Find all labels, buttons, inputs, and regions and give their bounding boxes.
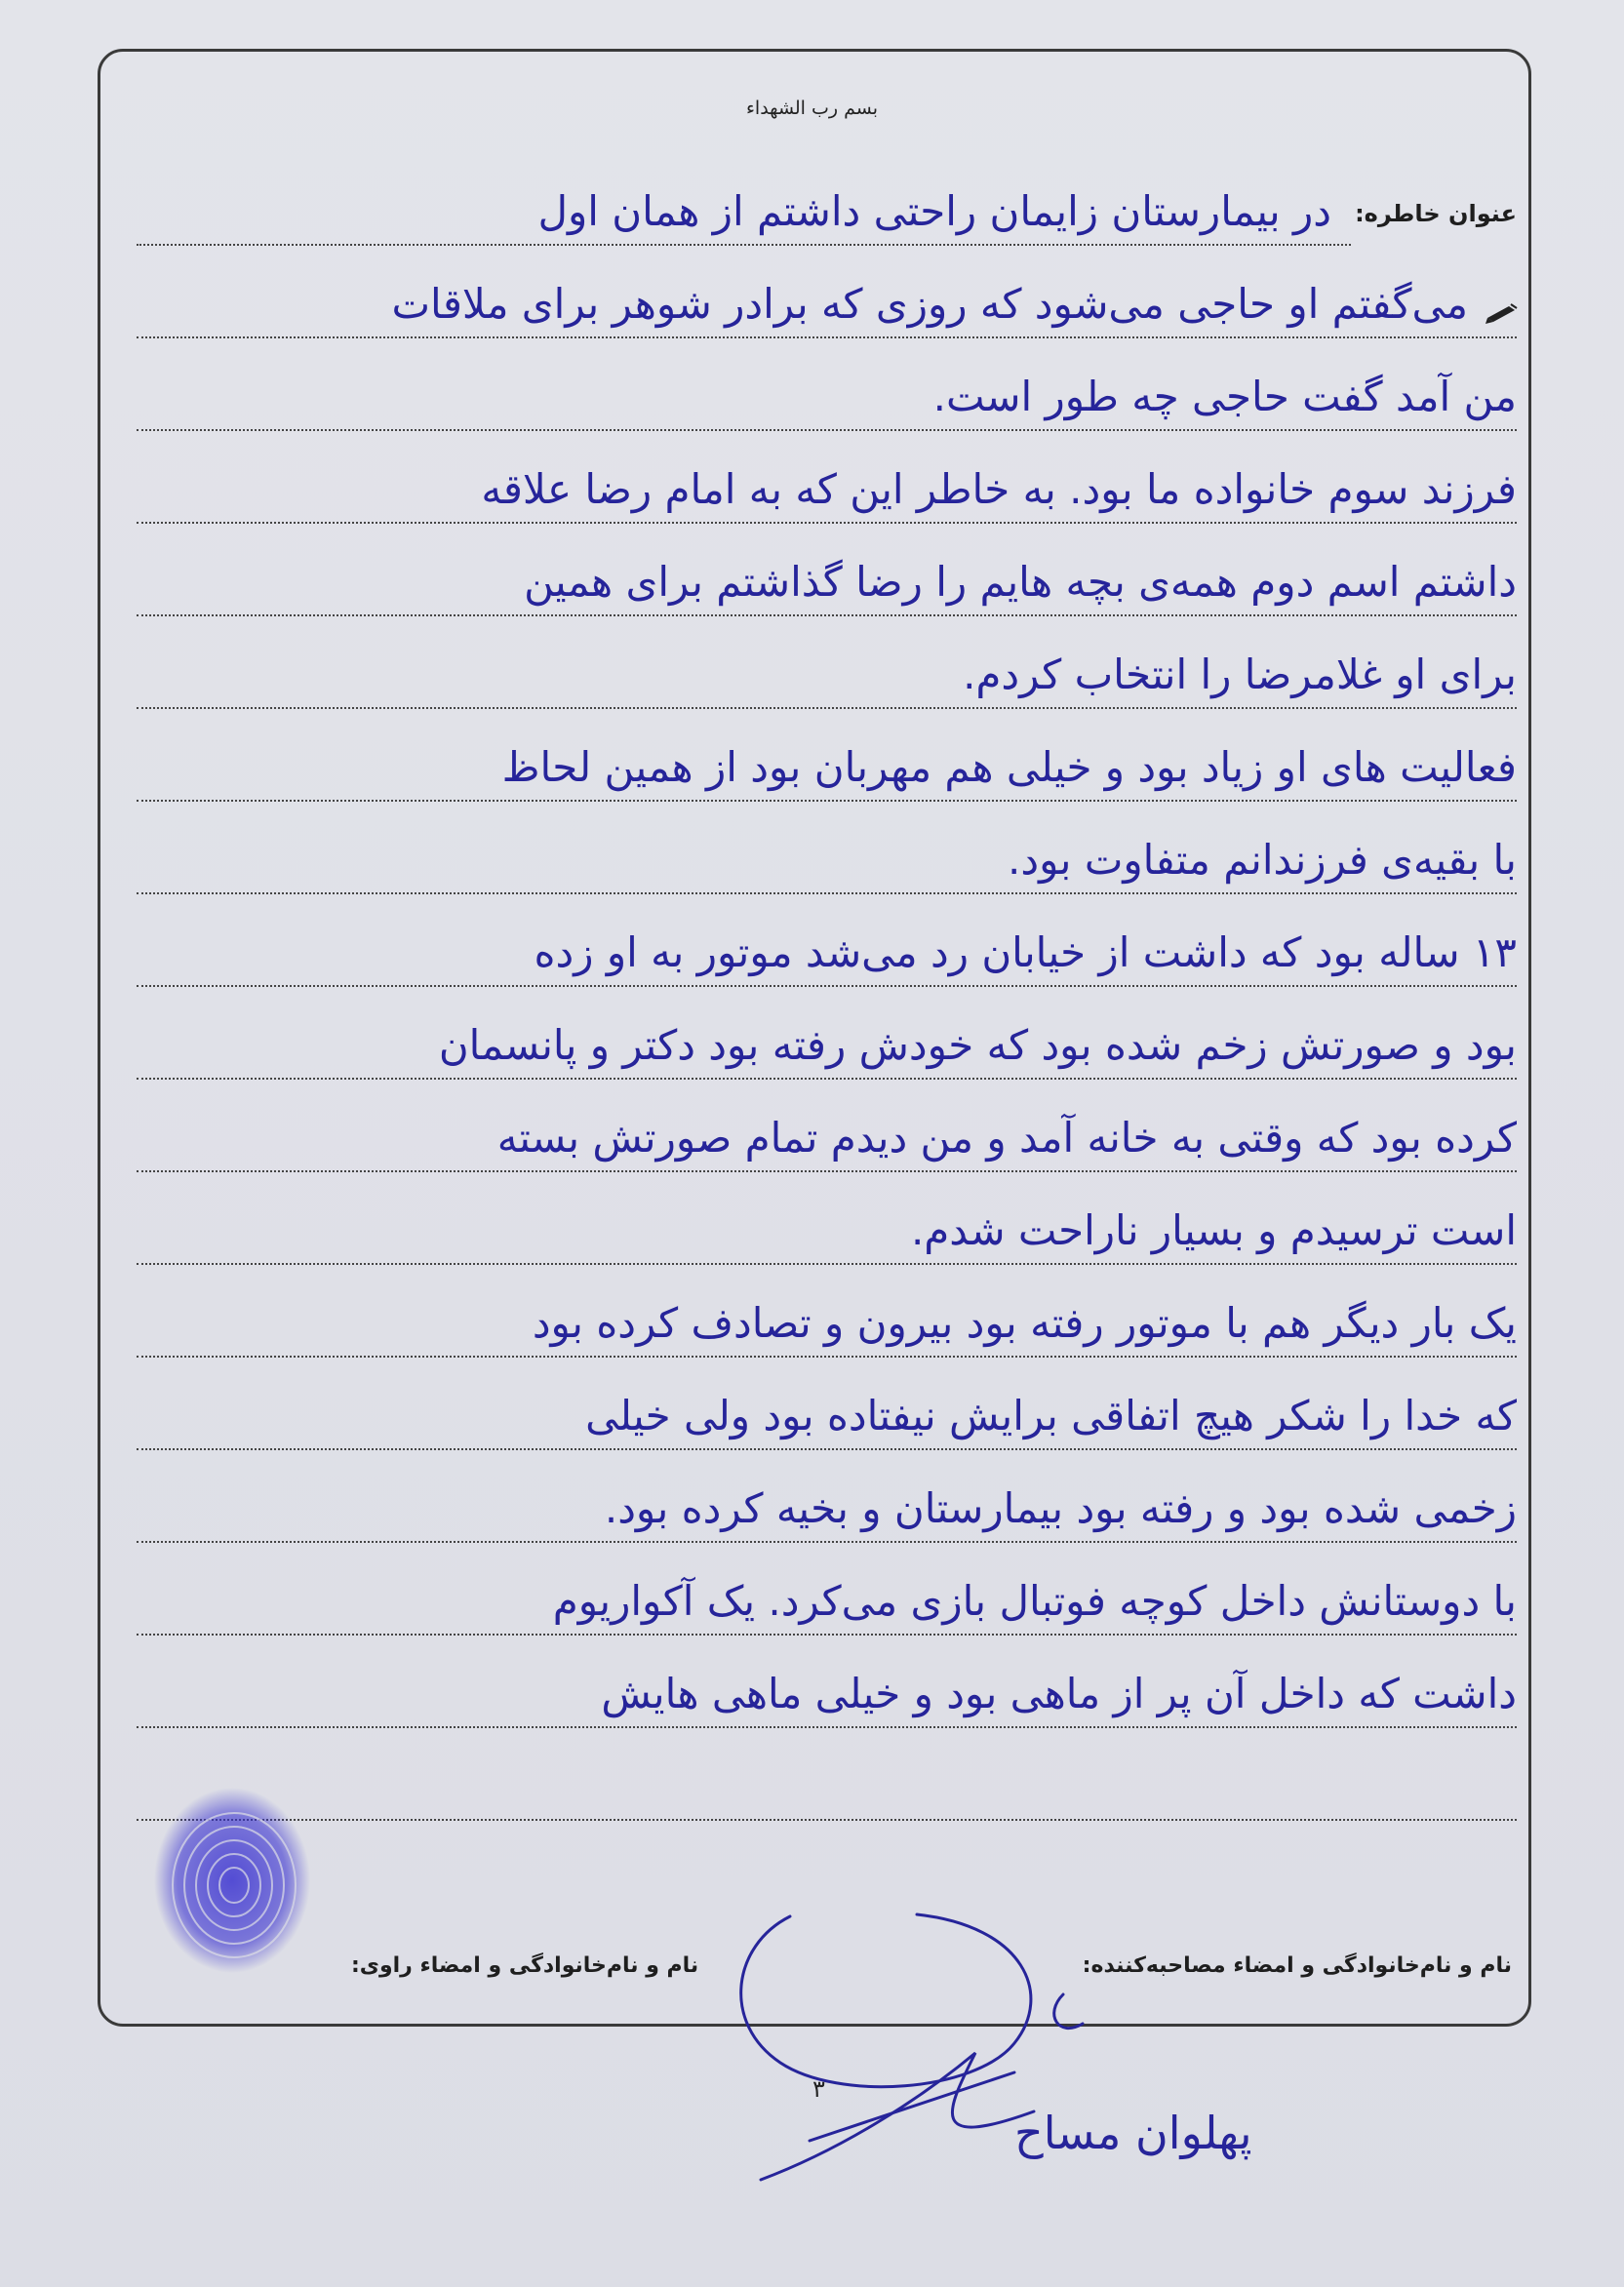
handwritten-line: که خدا را شکر هیچ اتفاقی برایش نیفتاده بود ولی خیلی (585, 1392, 1517, 1439)
dotted-line (137, 1170, 1517, 1172)
handwritten-line: بود و صورتش زخم شده بود که خودش رفته بود دکتر و پانسمان (438, 1021, 1517, 1069)
dotted-line (137, 800, 1517, 802)
dotted-line (137, 1356, 1517, 1358)
dotted-line (137, 1078, 1517, 1080)
pen-icon (1485, 302, 1519, 324)
dotted-line (137, 1541, 1517, 1543)
dotted-line (137, 1263, 1517, 1265)
narrator-label: نام و نام‌خانوادگی و امضاء راوی: (351, 1953, 699, 1978)
handwritten-line: فعالیت های او زیاد بود و خیلی هم مهربان بود از همین لحاظ (501, 743, 1517, 791)
page-header: بسم رب الشهداء (746, 98, 878, 119)
dotted-line (137, 1634, 1517, 1636)
handwritten-line: داشتم اسم دوم همه‌ی بچه هایم را رضا گذاشتم برای همین (524, 558, 1517, 606)
dotted-line (137, 892, 1517, 894)
handwritten-line: من آمد گفت حاجی چه طور است. (932, 373, 1517, 420)
handwritten-line: در بیمارستان زایمان راحتی داشتم از همان اول (537, 187, 1331, 235)
handwritten-line: یک بار دیگر هم با موتور رفته بود بیرون و تصادف کرده بود (532, 1299, 1517, 1347)
handwritten-line: با دوستانش داخل کوچه فوتبال بازی می‌کرد. یک آکواریوم (552, 1577, 1517, 1625)
handwritten-line: برای او غلامرضا را انتخاب کردم. (963, 651, 1517, 698)
handwritten-line: داشت که داخل آن پر از ماهی بود و خیلی ماهی هایش (601, 1670, 1517, 1717)
dotted-line (137, 336, 1517, 338)
handwritten-line: کرده بود که وقتی به خانه آمد و من دیدم تمام صورتش بسته (496, 1114, 1517, 1162)
dotted-line (137, 429, 1517, 431)
handwritten-line: است ترسیدم و بسیار ناراحت شدم. (910, 1206, 1517, 1254)
page-number: ۳ (812, 2075, 825, 2103)
signature-name: پهلوان مساح (1014, 2107, 1252, 2159)
dotted-line (137, 985, 1517, 987)
handwritten-line: می‌گفتم او حاجی می‌شود که روزی که برادر شوهر برای ملاقات (391, 280, 1468, 328)
dotted-line (137, 1726, 1517, 1728)
dotted-line (137, 522, 1517, 524)
dotted-line (137, 1819, 1517, 1821)
dotted-line (137, 1448, 1517, 1450)
dotted-line (137, 244, 1351, 246)
handwritten-line: با بقیه‌ی فرزندانم متفاوت بود. (1008, 836, 1517, 884)
handwritten-line: ۱۳ ساله بود که داشت از خیابان رد می‌شد موتور به او زده (534, 928, 1517, 976)
dotted-line (137, 614, 1517, 616)
title-label: عنوان خاطره: (1355, 200, 1517, 227)
fingerprint-stamp (144, 1783, 320, 1978)
interviewer-label: نام و نام‌خانوادگی و امضاء مصاحبه‌کننده: (1082, 1953, 1512, 1978)
handwritten-line: زخمی شده بود و رفته بود بیمارستان و بخیه کرده بود. (604, 1484, 1517, 1532)
handwritten-line: فرزند سوم خانواده ما بود. به خاطر این که به امام رضا علاقه (481, 465, 1517, 513)
dotted-line (137, 707, 1517, 709)
